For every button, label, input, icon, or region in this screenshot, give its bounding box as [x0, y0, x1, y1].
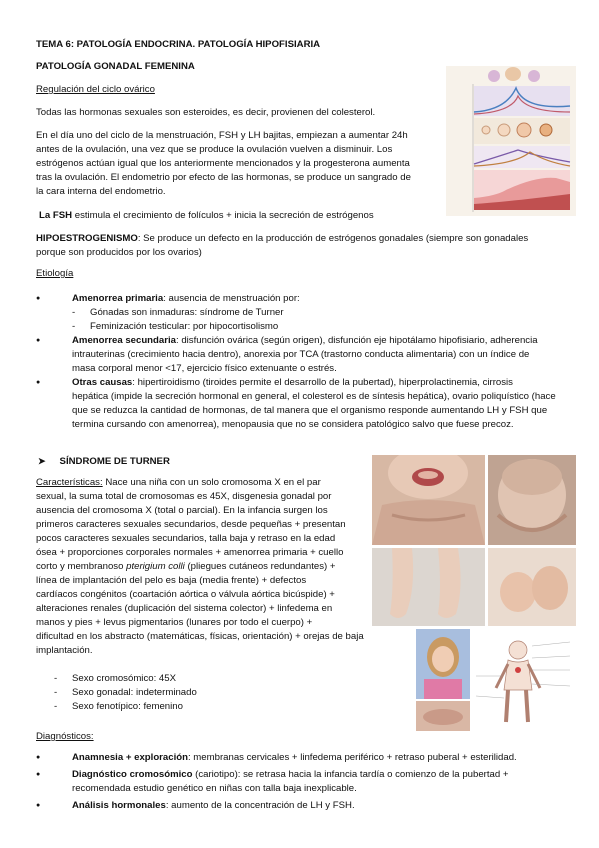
sexo-item: - Sexo gonadal: indeterminado — [36, 686, 197, 700]
body-diagram-graphic — [474, 636, 574, 732]
sexo-item: - Sexo fenotípico: femenino — [36, 700, 197, 714]
turner-photo-neck — [372, 455, 485, 545]
hipoestrogenismo-paragraph: HIPOESTROGENISMO: Se produce un defecto en la producción de estrógenos gonadales (siempre son gonadales porque son producidos por los ovarios) — [36, 233, 529, 258]
girl-photo-graphic — [416, 629, 470, 699]
sublist-item: - Gónadas son inmaduras: síndrome de Turner — [72, 306, 566, 320]
list-item-amenorrea-primaria: ● Amenorrea primaria: ausencia de menstruación por: — [36, 292, 566, 306]
hands-photo-graphic — [488, 548, 576, 626]
neck-photo-graphic — [372, 455, 485, 545]
ciclo-heading: Regulación del ciclo ovárico — [36, 84, 155, 95]
etiologia-heading: Etiología — [36, 268, 74, 279]
list-item-amenorrea-secundaria: ● Amenorrea secundaria: disfunción ovárica (según origen), disfunción eje hipotálamo hipofisiario, adherencia intrauterinas (crecimiento hacia dentro), anorexia por TCA (trastorno conducta alimentaria) con un índice de masa corporal menor <17, ejercicio físico extenuante o estrés. — [36, 334, 566, 376]
document-title: TEMA 6: PATOLOGÍA ENDOCRINA. PATOLOGÍA HIPOFISIARIA — [36, 39, 321, 50]
skin-photo-graphic — [416, 701, 470, 731]
list-item-otras-causas: ● Otras causas: hipertiroidismo (tiroides permite el desarrollo de la pubertad), hiperprolactinemia, cirrosis hepática (impide la secreción hormonal en general, el colesterol es de síntesis hepática), ovario poliquístico (hace que se reduzca la cantidad de hormonas, de tal manera que el organismo responde aumentando LH y FSH que termina cursando con amenorrea), menopausia que no se considera patológico salvo que fuese precoz. — [36, 376, 566, 432]
arrow-bullet-icon: ➤ — [38, 456, 46, 466]
etiologia-list — [36, 292, 566, 432]
head-photo-graphic — [488, 455, 576, 545]
sexo-list — [36, 672, 197, 714]
primaria-sublist — [36, 306, 566, 334]
fsh-sentence: La FSH estimula el crecimiento de folículos + inicia la secreción de estrógenos — [39, 210, 374, 221]
sexo-item: - Sexo cromosómico: 45X — [36, 672, 197, 686]
turner-photo-hands — [488, 548, 576, 626]
ciclo-paragraph-1: Todas las hormonas sexuales son esteroides, es decir, provienen del colesterol. — [36, 107, 376, 118]
sublist-item: - Feminización testicular: por hipocortisolismo — [72, 320, 566, 334]
section-subtitle: PATOLOGÍA GONADAL FEMENINA — [36, 61, 195, 72]
turner-caracteristicas: Características: Nace una niña con un solo cromosoma X en el par sexual, la suma total de cromosomas es 45X, disgenesia gonadal por ausencia del cromosoma X (total o parcial). En la infancia surgen los primeros caracteres sexuales secundarios, desde pequeñas + presentan pocos caracteres sexuales secundarios, talla baja y retraso en la edad ósea + proporciones corporales normales + amenorrea primaria + cuello corto y membranoso pterigium colli (pliegues cutáneos redundantes) + línea de implantación del pelo es baja (media frente) + defectos cardíacos congénitos (coartación aórtica o válvula aórtica bicúspide) + alteraciones renales (duplicación del sistema colector) + linfedema en manos y pies + levus pigmentarios (lunares por todo el cuerpo) + dificultad en los abstracto (matemáticas, físicas, orientación) + orejas de baja implantación. — [36, 477, 364, 656]
diagnosticos-list — [36, 751, 566, 813]
turner-photo-feet — [372, 548, 485, 626]
list-item-hormonales: ● Análisis hormonales: aumento de la concentración de LH y FSH. — [36, 799, 566, 813]
ovarian-cycle-diagram — [446, 66, 576, 216]
list-item-anamnesis: ● Anamnesia + exploración: membranas cervicales + linfedema periférico + retraso puberal + esterilidad. — [36, 751, 566, 765]
ciclo-paragraph-2: En el día uno del ciclo de la menstruación, FSH y LH bajitas, empiezan a aumentar 24h antes de la ovulación, una vez que se produce la ovulación vuelven a disminuir. Los estrógenos actúan igual que los anteriormente mencionados y la progesterona aumenta tras la ovulación. El endometrio por efecto de las hormonas, se produce un sangrado de la cara interna del endometrio. — [36, 130, 411, 197]
feet-photo-graphic — [372, 548, 485, 626]
list-item-cromosomico: ● Diagnóstico cromosómico (cariotipo): se retrasa hacia la infancia tardía o comienzo de la pubertad + recomendada estudio genético en niñas con talla baja inexplicable. — [36, 768, 566, 796]
diagnosticos-heading: Diagnósticos: — [36, 731, 94, 742]
turner-photo-skin — [416, 701, 470, 731]
ovarian-cycle-graphic — [446, 66, 576, 216]
turner-photo-head — [488, 455, 576, 545]
turner-body-diagram — [474, 636, 574, 732]
turner-photo-girl — [416, 629, 470, 699]
turner-heading: ➤ SÍNDROME DE TURNER — [38, 456, 170, 467]
